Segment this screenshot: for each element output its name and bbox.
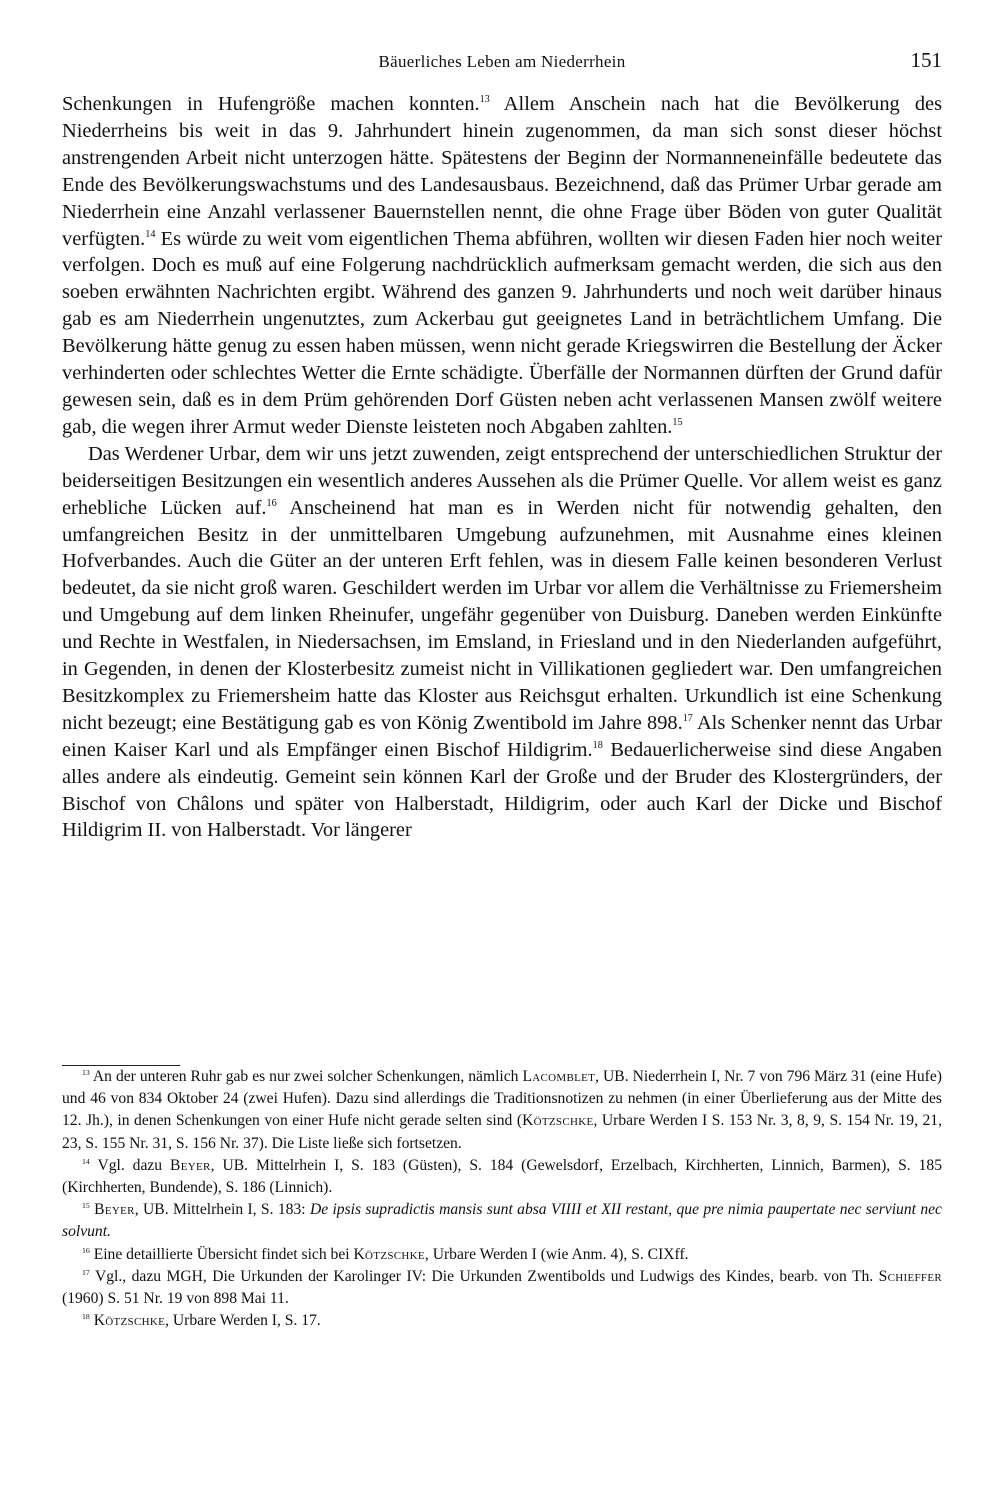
text-run: Schenkungen in Hufengröße machen konnten.: [62, 93, 480, 115]
footnote-13: [62, 1066, 942, 1155]
footnote-ref-15[interactable]: 15: [672, 416, 683, 428]
footnote-ref-16[interactable]: 16: [266, 497, 277, 509]
footnote-ref-13[interactable]: 13: [479, 93, 490, 105]
text-run: Es würde zu weit vom eigentlichen Thema abführen, wollten wir diesen Faden hier noch weiter verfolgen. Doch es muß auf eine Folgerung nachdrücklich aufmerksam gemacht werden, die sich aus den soeben erwähnten Nachrichten ergibt. Während des ganzen 9. Jahrhunderts und noch weit darüber hinaus gab es am Niederrhein ungenutztes, zum Ackerbau gut geeignetes Land in beträchtlichem Umfang. Die Bevölkerung hätte genug zu essen haben müssen, wenn nicht gerade Kriegswirren die Bestellung der Äcker verhinderten oder schlechtes Wetter die Ernte schädigte. Überfälle der Normannen dürften der Grund dafür gewesen sein, daß es in dem Prüm gehörenden Dorf Güsten neben acht verlassenen Mansen zwölf weitere gab, die wegen ihrer Armut weder Dienste leisteten noch Abgaben zahlten.: [62, 227, 942, 438]
footnote-ref-18[interactable]: 18: [592, 739, 603, 751]
main-text: [62, 91, 942, 844]
author-name: Lacomblet: [522, 1068, 596, 1085]
paragraph-2: [62, 441, 942, 845]
text-run: Vgl. dazu: [89, 1156, 171, 1174]
paragraph-1: [62, 91, 942, 441]
text-run: , UB. Mittelrhein I, S. 183 (Güsten), S. 184 (Gewelsdorf, Erzelbach, Kirchherten, Linnich, Barmen), S. 185 (Kirchherten, Bundende), S. 186 (Linnich).: [62, 1156, 942, 1197]
footnote-18: [62, 1310, 942, 1332]
text-run: Anscheinend hat man es in Werden nicht für notwendig gehalten, den umfangreichen Besitz in der unmittelbaren Umgebung aufzunehmen, mit Ausnahme eines kleinen Hofverbandes. Auch die Güter an der unteren Erft fehlen, was in diesem Falle keinen besonderen Verlust bedeutet, da sie nicht groß waren. Geschildert werden im Urbar vor allem die Verhältnisse zu Friemersheim und Umgebung auf dem linken Rheinufer, ungefähr gegenüber von Duisburg. Daneben werden Einkünfte und Rechte in Westfalen, in Niedersachsen, im Emsland, in Friesland und in den Niederlanden aufgeführt, in Gegenden, in denen der Klosterbesitz zumeist nicht in Villikationen gegliedert war. Den umfangreichen Besitzkomplex zu Friemersheim hatte das Kloster aus Reichsgut erhalten. Urkundlich ist eine Schenkung nicht bezeugt; eine Bestätigung gab es von König Zwentibold im Jahre 898.: [62, 496, 942, 734]
author-name: Kötzschke: [522, 1112, 594, 1130]
text-run: , UB. Mittelrhein I, S. 183:: [134, 1201, 310, 1219]
latin-quote: De ipsis supradictis mansis sunt absa VIIII et XII restant, que pre nimia paupertate nec serviunt nec solvunt.: [62, 1201, 942, 1241]
author-name: Beyer: [170, 1156, 211, 1174]
text-run: Das Werdener Urbar, dem wir uns jetzt zuwenden, zeigt entsprechend der unterschiedlichen Struktur der beiderseitigen Besitzungen ein wesentlich anderes Aussehen als die Prümer Quelle. Vor allem weist es ganz erhebliche Lücken auf.: [62, 442, 942, 519]
footnote-number: 16: [82, 1245, 90, 1255]
text-run: Vgl., dazu MGH, Die Urkunden der Karolinger IV: Die Urkunden Zwentibolds und Ludwigs des Kindes, bearb. von Th.: [89, 1267, 879, 1285]
footnote-ref-14[interactable]: 14: [145, 228, 156, 240]
text-run: Bedauerlicherweise sind diese Angaben alles andere als eindeutig. Gemeint sein können Karl der Große und der Bruder des Klostergründers, der Bischof von Châlons und später von Halberstadt, Hildigrim, oder auch Karl der Dicke und Bischof Hildigrim II. von Halberstadt. Vor längerer: [62, 738, 942, 842]
author-name: Schieffer: [878, 1267, 942, 1285]
text-run: Eine detaillierte Übersicht findet sich bei: [89, 1245, 354, 1263]
text-run: , Urbare Werden I S. 153 Nr. 3, 8, 9, S. 154 Nr. 19, 21, 23, S. 155 Nr. 31, S. 156 Nr. 37). Die Liste ließe sich fortsetzen.: [62, 1112, 943, 1152]
text-run: , Urbare Werden I, S. 17.: [165, 1312, 321, 1330]
text-run: Allem Anschein nach hat die Bevölkerung des Niederrheins bis weit in das 9. Jahrhundert hinein zugenommen, da man sich sonst dieser höchst anstrengenden Arbeit nicht unterzogen hätte. Spätestens der Beginn der Normanneneinfälle bedeutete das Ende des Bevölkerungswachstums und des Landesausbaus. Bezeichnend, daß das Prümer Urbar gerade am Niederrhein eine Anzahl verlassener Bauernstellen nennt, die ohne Frage über Böden von guter Qualität verfügten.: [62, 93, 943, 250]
text-run: Als Schenker nennt das Urbar einen Kaiser Karl und als Empfänger einen Bischof Hildigrim.: [62, 711, 942, 761]
author-name: Kötzschke: [93, 1312, 166, 1330]
footnote-number: 17: [82, 1267, 90, 1277]
footnote-number: 14: [82, 1156, 90, 1166]
author-name: Kötzschke: [353, 1245, 425, 1263]
footnote-16: [62, 1244, 942, 1266]
text-run: An der unteren Ruhr gab es nur zwei solcher Schenkungen, nämlich: [89, 1068, 523, 1085]
page-number: 151: [910, 48, 942, 72]
footnote-ref-17[interactable]: 17: [682, 712, 693, 724]
text-run: , UB. Niederrhein I, Nr. 7 von 796 März 31 (eine Hufe) und 46 von 834 Oktober 24 (zwei Hufen). Dazu sind allerdings die Traditionsnotizen zu nehmen (in einer Überlieferung aus der Mitte des 12. Jh.), in denen Schenkungen von einer Hufe nicht gerade selten sind (: [62, 1068, 942, 1130]
footnote-number: 15: [82, 1200, 90, 1210]
footnote-17: [62, 1266, 942, 1310]
running-title: Bäuerliches Leben am Niederrhein: [378, 52, 626, 71]
text-run: (1960) S. 51 Nr. 19 von 898 Mai 11.: [62, 1290, 289, 1308]
author-name: Beyer: [94, 1201, 135, 1219]
page-header: [62, 48, 942, 78]
text-run: , Urbare Werden I (wie Anm. 4), S. CIXff.: [424, 1245, 689, 1263]
footnote-number: 13: [82, 1067, 90, 1077]
footnote-number: 18: [82, 1312, 90, 1321]
footnotes: [62, 1066, 942, 1332]
footnote-14: [62, 1155, 942, 1199]
footnote-15: [62, 1199, 942, 1243]
